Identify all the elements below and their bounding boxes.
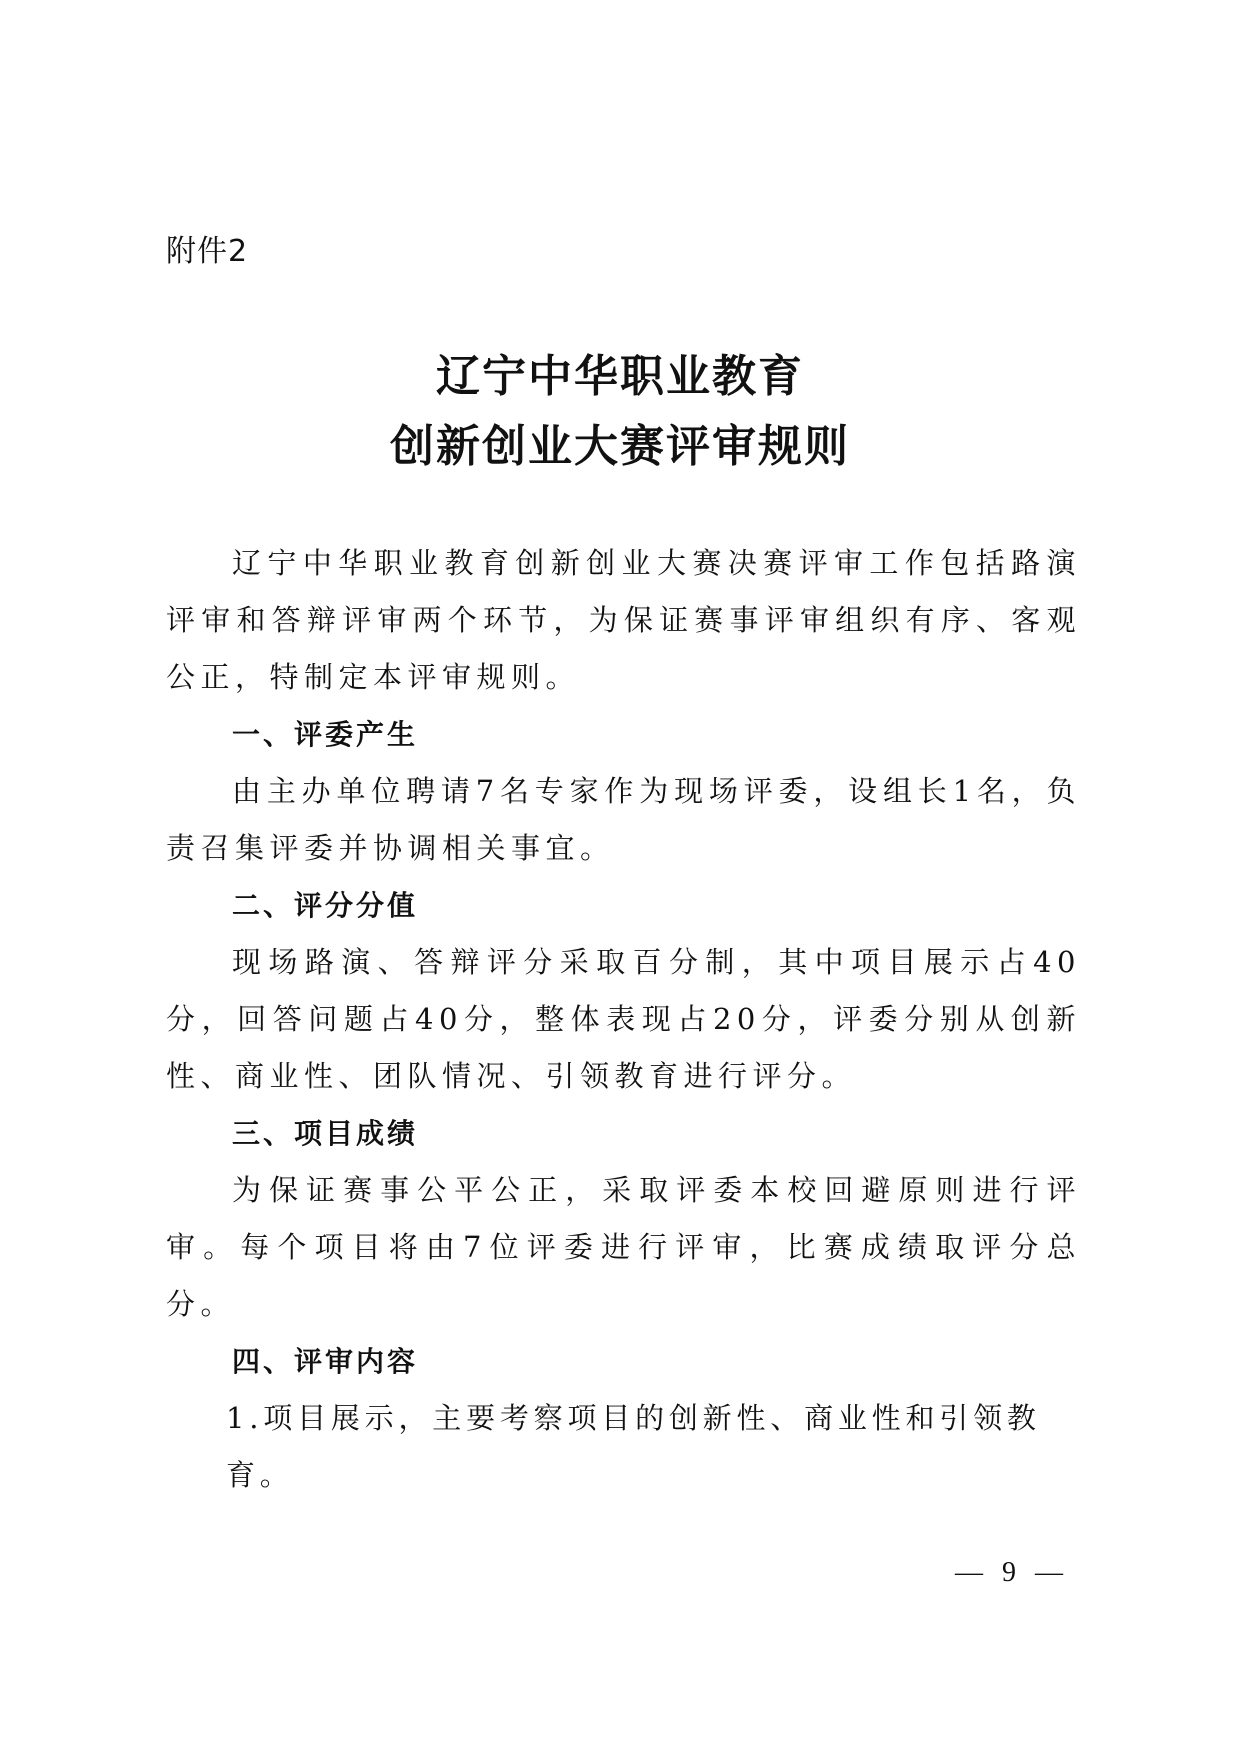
document-body	[166, 535, 1081, 1504]
content-list-item: 1.项目展示，主要考察项目的创新性、商业性和引领教育。	[226, 1401, 1041, 1492]
section-text-judges: 由主办单位聘请7名专家作为现场评委，设组长1名，负责召集评委并协调相关事宜。	[166, 774, 1081, 865]
attachment-label: 附件2	[166, 234, 249, 269]
intro-paragraph: 辽宁中华职业教育创新创业大赛决赛评审工作包括路演评审和答辩评审两个环节，为保证赛事评审组织有序、客观公正，特制定本评审规则。	[166, 546, 1081, 694]
section-text-results: 为保证赛事公平公正，采取评委本校回避原则进行评审。每个项目将由7位评委进行评审，比赛成绩取评分总分。	[166, 1173, 1081, 1321]
document-title-line-1: 辽宁中华职业教育	[436, 351, 804, 402]
section-heading-content: 四、评审内容	[232, 1345, 419, 1378]
document-title-line-2: 创新创业大赛评审规则	[390, 421, 850, 472]
section-text-scoring: 现场路演、答辩评分采取百分制，其中项目展示占40分，回答问题占40分，整体表现占20分，评委分别从创新性、商业性、团队情况、引领教育进行评分。	[166, 945, 1081, 1093]
section-heading-judges: 一、评委产生	[232, 718, 419, 751]
section-heading-scoring: 二、评分分值	[232, 889, 419, 922]
page-number: — 9 —	[955, 1557, 1069, 1588]
section-heading-results: 三、项目成绩	[232, 1117, 419, 1150]
